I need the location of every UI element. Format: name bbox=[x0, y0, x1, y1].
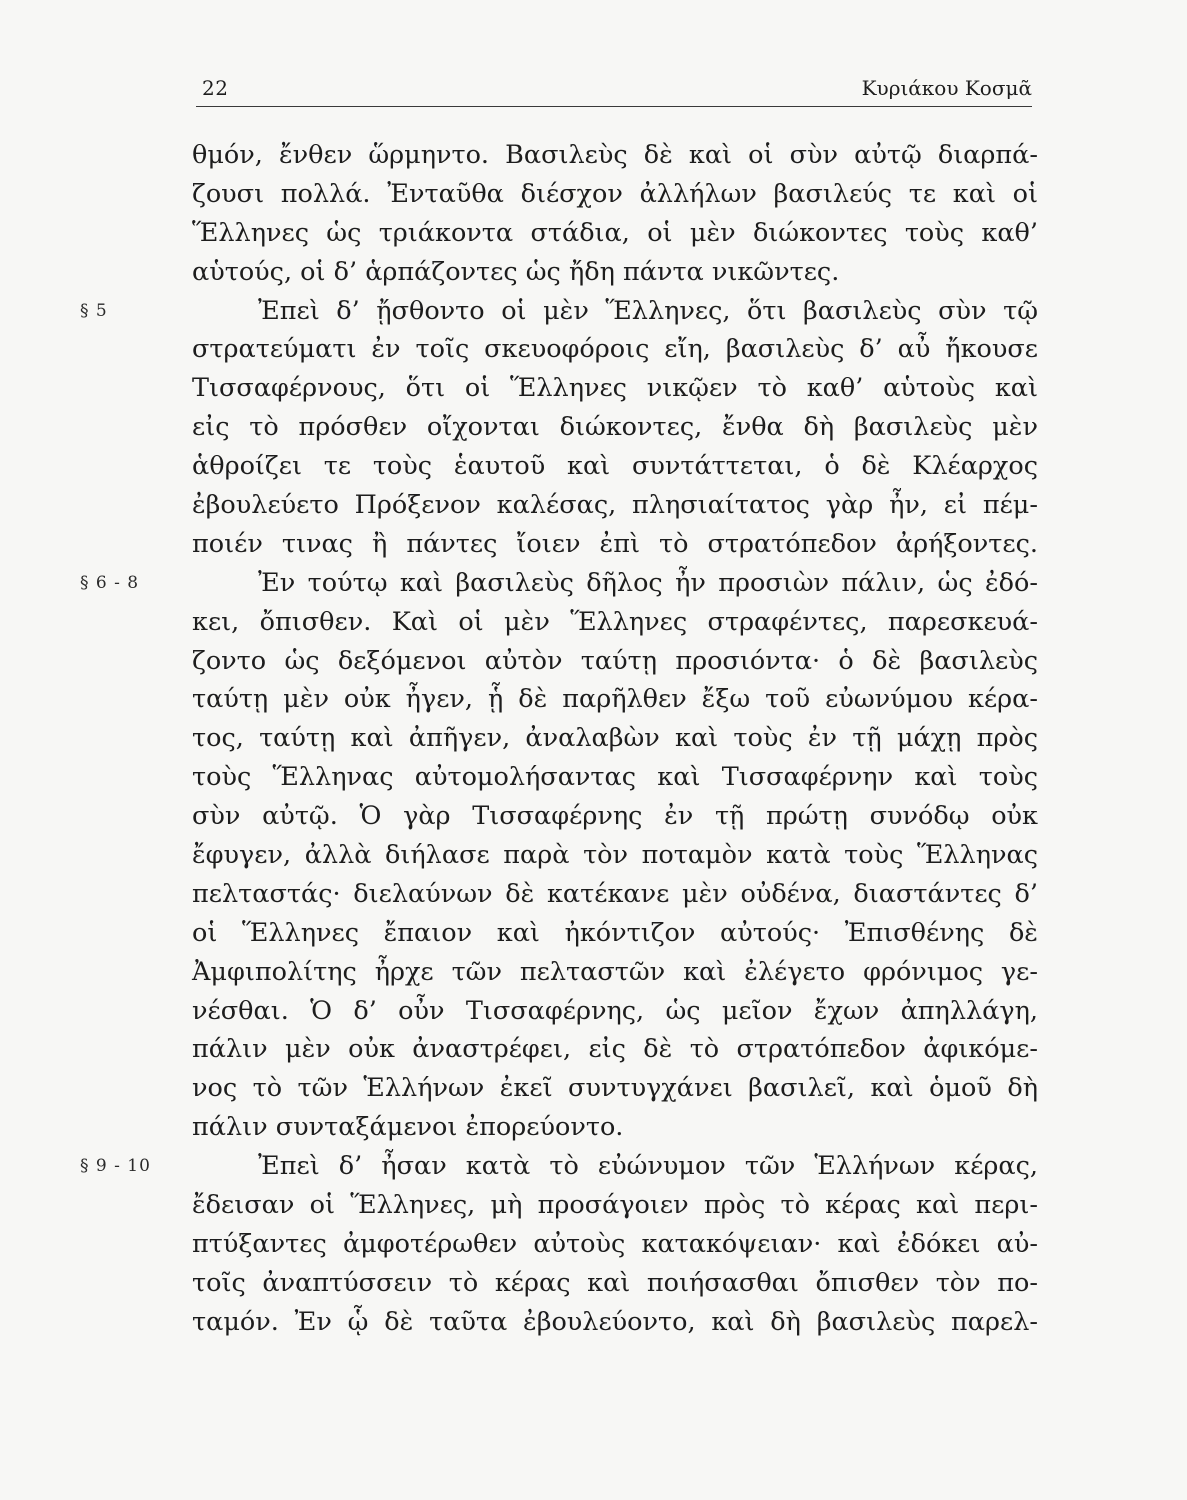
text-line bbox=[80, 1147, 1038, 1186]
page-header bbox=[196, 72, 1032, 107]
line-text: ἁθροίζει τε τοὺς ἑαυτοῦ καὶ συντάττεται, ὁ δὲ Κλέαρχος bbox=[192, 451, 1038, 482]
line-text: Ἐν τούτῳ καὶ βασιλεὺς δῆλος ἦν προσιὼν πάλιν, ὡς ἐδό- bbox=[258, 567, 1038, 598]
text-line bbox=[192, 953, 1038, 992]
text-line bbox=[80, 564, 1038, 603]
text-line bbox=[192, 836, 1038, 875]
line-text: ταμόν. Ἐν ᾧ δὲ ταῦτα ἐβουλεύοντο, καὶ δὴ βασιλεὺς παρελ- bbox=[192, 1306, 1038, 1337]
text-line bbox=[192, 330, 1038, 369]
line-text: νέσθαι. Ὁ δ’ οὖν Τισσαφέρνης, ὡς μεῖον ἔχων ἀπηλλάγη, bbox=[192, 995, 1038, 1026]
text-line bbox=[192, 136, 1038, 175]
running-head: Κυριάκου Κοσμᾶ bbox=[861, 76, 1032, 100]
line-text: ἔφυγεν, ἀλλὰ διήλασε παρὰ τὸν ποταμὸν κατὰ τοὺς Ἕλληνας bbox=[192, 840, 1038, 871]
line-text: Ἐπεὶ δ’ ἦσαν κατὰ τὸ εὐώνυμον τῶν Ἑλλήνων κέρας, bbox=[258, 1151, 1038, 1182]
text-line bbox=[192, 797, 1038, 836]
text-line bbox=[80, 292, 1038, 331]
line-text: θμόν, ἔνθεν ὥρμηντο. Βασιλεὺς δὲ καὶ οἱ σὺν αὐτῷ διαρπά- bbox=[192, 140, 1038, 170]
body-text bbox=[80, 136, 1038, 1342]
line-text: τοὺς Ἕλληνας αὐτομολήσαντας καὶ Τισσαφέρνην καὶ τοὺς bbox=[192, 762, 1038, 793]
line-text: πάλιν συνταξάμενοι ἐπορεύοντο. bbox=[192, 1112, 624, 1143]
text-line bbox=[192, 1069, 1038, 1108]
line-text: τος, ταύτῃ καὶ ἀπῆγεν, ἀναλαβὼν καὶ τοὺς ἐν τῇ μάχῃ πρὸς bbox=[192, 723, 1038, 754]
line-text: ζουσι πολλά. Ἐνταῦθα διέσχον ἀλλήλων βασιλεύς τε καὶ οἱ bbox=[192, 178, 1038, 209]
text-line bbox=[192, 253, 1038, 292]
text-line bbox=[192, 719, 1038, 758]
text-line bbox=[192, 1225, 1038, 1264]
line-text: ταύτῃ μὲν οὐκ ἦγεν, ᾗ δὲ παρῆλθεν ἔξω τοῦ εὐωνύμου κέρα- bbox=[192, 684, 1038, 715]
line-text: πτύξαντες ἀμφοτέρωθεν αὐτοὺς κατακόψειαν· καὶ ἐδόκει αὐ- bbox=[192, 1228, 1038, 1259]
text-line bbox=[192, 680, 1038, 719]
text-line bbox=[192, 175, 1038, 214]
line-text: ποιέν τινας ἢ πάντες ἴοιεν ἐπὶ τὸ στρατόπεδον ἀρήξοντες. bbox=[192, 528, 1038, 559]
line-text: οἱ Ἕλληνες ἔπαιον καὶ ἠκόντιζον αὐτούς· Ἐπισθένης δὲ bbox=[192, 917, 1038, 948]
text-line bbox=[192, 408, 1038, 447]
line-text: Τισσαφέρνους, ὅτι οἱ Ἕλληνες νικῷεν τὸ καθ’ αὑτοὺς καὶ bbox=[192, 373, 1038, 404]
line-text: κει, ὄπισθεν. Καὶ οἱ μὲν Ἕλληνες στραφέντες, παρεσκευά- bbox=[192, 606, 1038, 637]
line-text: πελταστάς· διελαύνων δὲ κατέκανε μὲν οὐδένα, διαστάντες δ’ bbox=[192, 878, 1038, 909]
text-line bbox=[192, 642, 1038, 681]
text-line bbox=[192, 1108, 1038, 1147]
line-text: στρατεύματι ἐν τοῖς σκευοφόροις εἴη, βασιλεὺς δ’ αὖ ἤκουσε bbox=[192, 334, 1038, 365]
section-reference: § 5 bbox=[80, 300, 108, 321]
line-text: αὑτούς, οἱ δ’ ἁρπάζοντες ὡς ἤδη πάντα νικῶντες. bbox=[192, 256, 840, 287]
text-line bbox=[192, 875, 1038, 914]
text-line bbox=[192, 486, 1038, 525]
text-line bbox=[192, 1030, 1038, 1069]
line-text: ἔδεισαν οἱ Ἕλληνες, μὴ προσάγοιεν πρὸς τὸ κέρας καὶ περι- bbox=[192, 1190, 1038, 1221]
line-text: Ἀμφιπολίτης ἦρχε τῶν πελταστῶν καὶ ἐλέγετο φρόνιμος γε- bbox=[192, 956, 1038, 987]
page-number: 22 bbox=[202, 76, 229, 100]
text-line bbox=[192, 758, 1038, 797]
section-reference: § 6 - 8 bbox=[80, 572, 140, 593]
line-text: σὺν αὐτῷ. Ὁ γὰρ Τισσαφέρνης ἐν τῇ πρώτῃ συνόδῳ οὐκ bbox=[192, 801, 1038, 832]
text-line bbox=[192, 525, 1038, 564]
text-line bbox=[192, 447, 1038, 486]
text-line bbox=[192, 214, 1038, 253]
line-text: Ἕλληνες ὡς τριάκοντα στάδια, οἱ μὲν διώκοντες τοὺς καθ’ bbox=[192, 217, 1038, 248]
section-reference: § 9 - 10 bbox=[80, 1156, 151, 1177]
line-text: εἰς τὸ πρόσθεν οἴχονται διώκοντες, ἔνθα δὴ βασιλεὺς μὲν bbox=[192, 412, 1038, 443]
line-text: ἐβουλεύετο Πρόξενον καλέσας, πλησιαίτατος γὰρ ἦν, εἰ πέμ- bbox=[192, 490, 1038, 521]
text-line bbox=[192, 1186, 1038, 1225]
line-text: ζοντο ὡς δεξόμενοι αὐτὸν ταύτῃ προσιόντα· ὁ δὲ βασιλεὺς bbox=[192, 645, 1038, 676]
line-text: τοῖς ἀναπτύσσειν τὸ κέρας καὶ ποιήσασθαι ὄπισθεν τὸν πο- bbox=[192, 1267, 1038, 1298]
text-line bbox=[192, 1303, 1038, 1342]
text-line bbox=[192, 369, 1038, 408]
text-line bbox=[192, 914, 1038, 953]
text-line bbox=[192, 992, 1038, 1031]
text-line bbox=[192, 603, 1038, 642]
text-line bbox=[192, 1264, 1038, 1303]
line-text: πάλιν μὲν οὐκ ἀναστρέφει, εἰς δὲ τὸ στρατόπεδον ἀφικόμε- bbox=[192, 1034, 1038, 1065]
line-text: νος τὸ τῶν Ἑλλήνων ἐκεῖ συντυγχάνει βασιλεῖ, καὶ ὁμοῦ δὴ bbox=[192, 1073, 1038, 1104]
line-text: Ἐπεὶ δ’ ᾔσθοντο οἱ μὲν Ἕλληνες, ὅτι βασιλεὺς σὺν τῷ bbox=[258, 295, 1038, 326]
